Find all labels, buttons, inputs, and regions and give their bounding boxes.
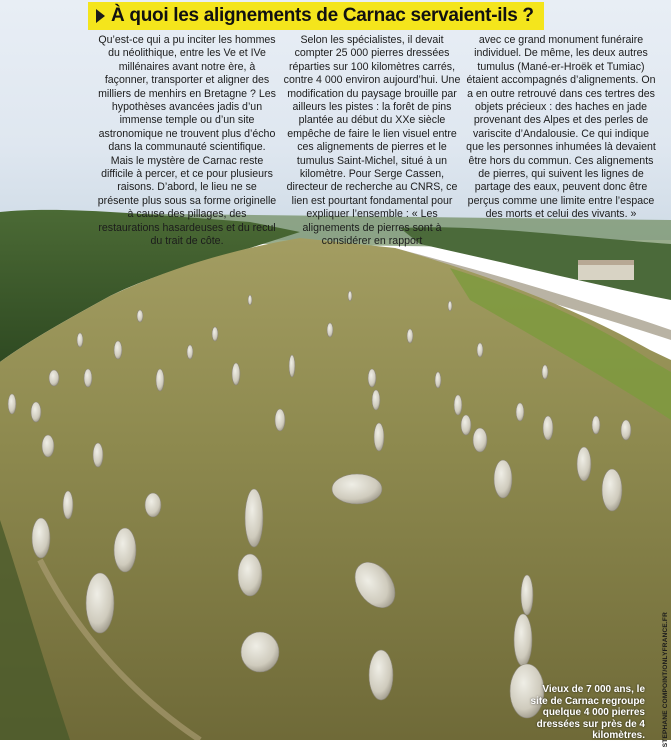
article-column-1 xyxy=(96,34,278,249)
article-column-2 xyxy=(282,34,462,249)
arrow-bullet-icon xyxy=(96,9,105,23)
photo-caption: Vieux de 7 000 ans, le site de Carnac regroupe quelque 4 000 pierres dressées sur près de 4 kilomètres. xyxy=(530,684,645,742)
column-1-text: Qu’est-ce qui a pu inciter les hommes du néolithique, entre les Ve et IVe millénaires avant notre ère, à façonner, transporter et aligner des milliers de menhirs en Bretagne ? Les hypothèses avancées jadis d’un immense temple ou d’un site astronomique ne trouvent plus d’écho dans la communauté scientifique. Mais le mystère de Carnac reste difficile à percer, et ce pour plusieurs raisons. D’abord, le lieu ne se présente plus sous sa forme originelle à cause des pillages, des restaurations hasardeuses et du recul du trait de côte. xyxy=(97,34,277,248)
column-3-text: avec ce grand monument funéraire individuel. De même, les deux autres tumulus (Mané-er-Hroëk et Tumiac) étaient accompagnés d’alignements. On a en outre retrouvé dans ces tertres des objets précieux : des haches en jade provenant des Alpes et des perles de variscite d’Andalousie. Ce qui indique que les personnes inhumées là devaient être hors du commun. Ces alignements de pierres, qui suivent les lignes de partage des eaux, peuvent donc être perçus comme une limite entre l’espace des morts et celui des vivants. » xyxy=(466,34,656,221)
article-title: À quoi les alignements de Carnac servaient-ils ? xyxy=(111,5,534,26)
column-2-text: Selon les spécialistes, il devait compter 25 000 pierres dressées réparties sur 100 kilomètres carrés, contre 4 000 environ aujourd’hui. Une modification du paysage brouille par ailleurs les pistes : la forêt de pins plantée au début du XXe siècle empêche de faire le lien visuel entre ces alignements de pierres et le tumulus Saint-Michel, situé à un kilomètre. Pour Serge Cassen, directeur de recherche au CNRS, ce lien est pourtant fondamental pour expliquer l’ensemble : « Les alignements de pierres sont à considérer en rapport xyxy=(283,34,461,248)
photo-credit: STEPHANE COMPOINT/ONLYFRANCE.FR xyxy=(662,612,669,748)
article-title-band xyxy=(88,2,544,30)
article-column-3 xyxy=(466,34,656,222)
